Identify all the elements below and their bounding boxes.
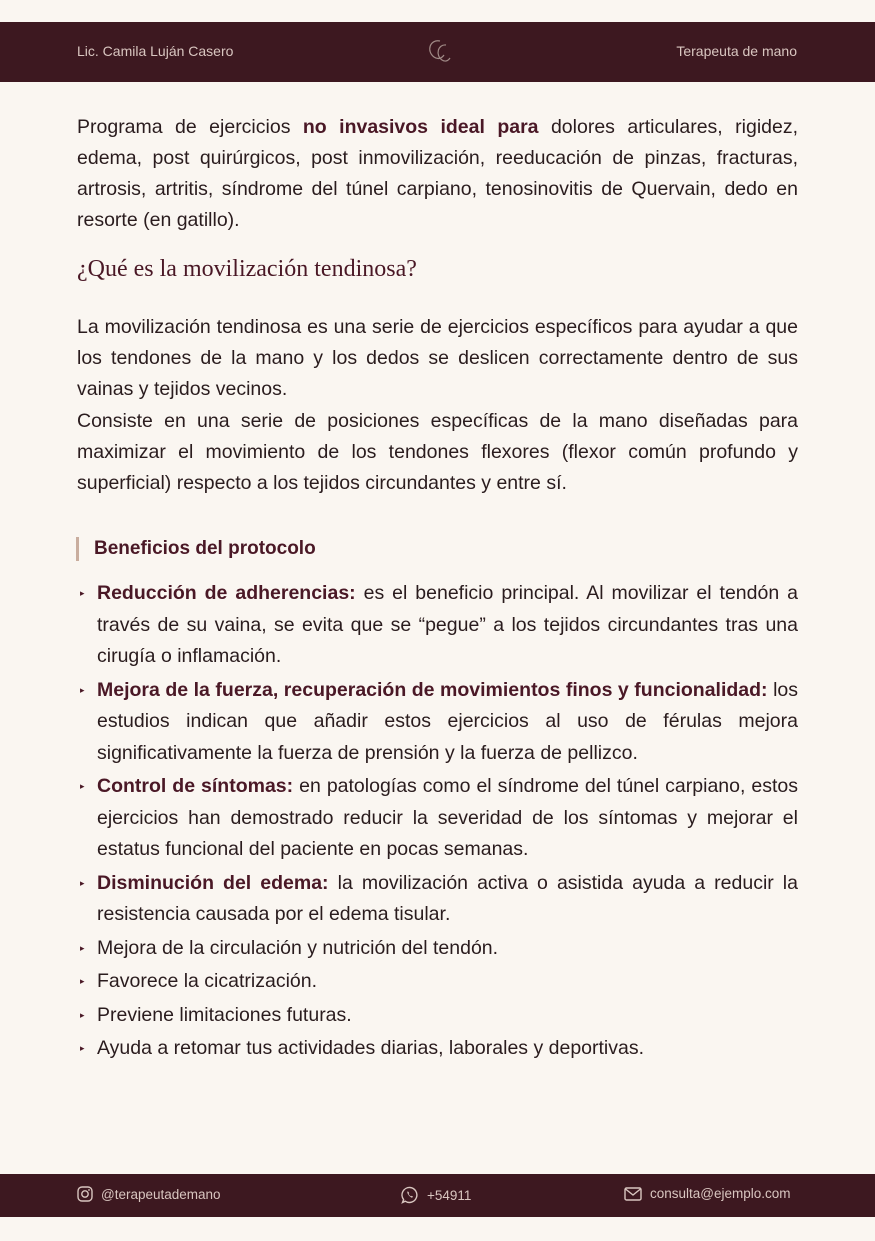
item-text: Ayuda a retomar tus actividades diarias, laborales y deportivas. <box>97 1037 645 1059</box>
bullet-icon: ▸ <box>80 942 85 953</box>
monogram-logo <box>420 33 456 69</box>
item-text: Favorece la cicatrización. <box>97 970 318 992</box>
list-item <box>77 966 798 998</box>
item-text: Previene limitaciones futuras. <box>97 1003 352 1026</box>
item-text: Mejora de la circulación y nutrición del tendón. <box>97 936 499 959</box>
list-item <box>77 771 798 866</box>
page-header <box>0 22 875 82</box>
instagram-icon <box>77 1186 93 1202</box>
item-bold: Disminución del edema: <box>97 871 329 894</box>
item-bold: Reducción de adherencias: <box>97 582 356 604</box>
item-text: la movilización activa o asistida ayuda a reducir la resistencia causada por el edema tisular. <box>97 871 798 925</box>
section-title: ¿Qué es la movilización tendinosa? <box>77 256 417 282</box>
therapist-name: Lic. Camila Luján Casero <box>77 43 234 59</box>
email-contact[interactable] <box>624 1186 791 1201</box>
instagram-contact[interactable] <box>77 1186 221 1202</box>
item-text: es el beneficio principal. Al movilizar el tendón a través de su vaina, se evita que se “pegue” a los tejidos circundantes tras una cirugía o inflamación. <box>97 582 798 667</box>
bullet-icon: ▸ <box>80 1043 85 1053</box>
benefits-title: Beneficios del protocolo <box>76 537 316 561</box>
list-item <box>77 1000 798 1032</box>
list-item <box>77 578 798 673</box>
bullet-icon: ▸ <box>80 877 85 888</box>
instagram-handle: @terapeutademano <box>101 1186 221 1202</box>
intro-text-end: dolores articulares, rigidez, edema, post quirúrgicos, post inmovilización, reeducación de pinzas, fracturas, artrosis, artritis, síndrome del túnel carpiano, tenosinovitis de Quervain, dedo en resorte (en gatillo). <box>77 116 799 231</box>
list-item <box>77 1033 798 1065</box>
bullet-icon: ▸ <box>80 781 85 791</box>
list-item <box>77 675 798 770</box>
item-text: los estudios indican que añadir estos ejercicios al uso de férulas mejora significativamente la fuerza de prensión y la fuerza de pellizco. <box>97 678 798 764</box>
intro-bold: no invasivos ideal para <box>302 116 539 138</box>
whatsapp-contact[interactable] <box>401 1186 471 1204</box>
intro-paragraph <box>77 112 798 236</box>
whatsapp-number: +54911 <box>427 1187 472 1203</box>
bullet-icon: ▸ <box>80 976 85 986</box>
item-bold: Mejora de la fuerza, recuperación de movimientos finos y funcionalidad: <box>97 678 768 701</box>
section-paragraph-1: La movilización tendinosa es una serie de ejercicios específicos para ayudar a que los tendones de la mano y los dedos se deslicen correctamente dentro de sus vainas y tejidos vecinos. <box>77 316 798 400</box>
therapist-role: Terapeuta de mano <box>676 43 797 59</box>
list-item <box>77 868 798 931</box>
mail-icon <box>624 1187 642 1201</box>
bullet-icon: ▸ <box>80 588 85 598</box>
page-footer <box>0 1174 875 1217</box>
email-address: consulta@ejemplo.com <box>650 1186 791 1201</box>
intro-text-start: Programa de ejercicios <box>77 116 303 138</box>
whatsapp-icon <box>401 1186 419 1204</box>
benefits-list <box>77 578 798 1067</box>
bullet-icon: ▸ <box>80 684 85 695</box>
list-item <box>77 933 798 965</box>
item-text: en patologías como el síndrome del túnel carpiano, estos ejercicios han demostrado reducir la severidad de los síntomas y mejorar el estatus funcional del paciente en pocas semanas. <box>97 775 798 860</box>
item-bold: Control de síntomas: <box>97 775 294 797</box>
section-paragraph-2: Consiste en una serie de posiciones específicas de la mano diseñadas para maximizar el movimiento de los tendones flexores (flexor común profundo y superficial) respecto a los tejidos circundantes y entre sí. <box>77 410 798 494</box>
bullet-icon: ▸ <box>80 1009 85 1020</box>
